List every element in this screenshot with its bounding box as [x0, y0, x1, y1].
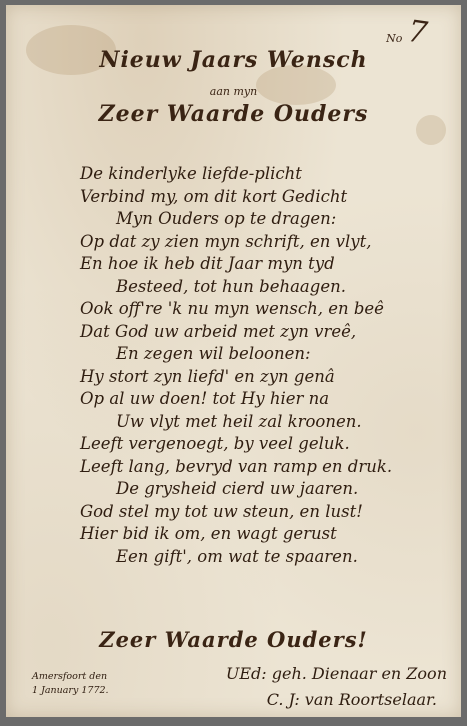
poem-line: Verbind my, om dit kort Gedicht — [80, 186, 348, 206]
poem-line: Een gift', om wat te spaaren. — [116, 546, 358, 566]
number-value: 7 — [405, 13, 430, 52]
letter-sheet — [6, 5, 461, 717]
dateline — [32, 670, 109, 698]
poem-line: Op dat zy zien myn schrift, en vlyt, — [80, 231, 372, 251]
title-connector: aan myn — [209, 85, 258, 98]
signoff-line: UEd: geh. Dienaar en Zoon — [225, 664, 447, 683]
signature: C. J: van Roortselaar. — [266, 690, 437, 709]
poem — [80, 163, 392, 568]
number-label: No — [386, 32, 403, 45]
poem-line: Hier bid ik om, en wagt gerust — [80, 524, 337, 543]
poem-line: En hoe ik heb dit Jaar myn tyd — [80, 254, 335, 273]
signoff — [226, 661, 447, 713]
place: Amersfoort den — [32, 671, 108, 682]
document-number — [386, 13, 430, 52]
poem-line: Ook off're 'k nu myn wensch, en beê — [80, 299, 384, 318]
poem-line: En zegen wil beloonen: — [116, 344, 311, 363]
poem-line: De kinderlyke liefde-plicht — [80, 164, 302, 183]
poem-line: Leeft vergenoegt, by veel geluk. — [80, 434, 350, 453]
poem-line: De grysheid cierd uw jaaren. — [116, 479, 359, 498]
date: 1 January 1772. — [32, 685, 109, 696]
poem-line: Uw vlyt met heil zal kroonen. — [116, 411, 362, 431]
poem-line: Op al uw doen! tot Hy hier na — [80, 389, 330, 408]
poem-line: Leeft lang, bevryd van ramp en druk. — [80, 456, 393, 476]
poem-line: Besteed, tot hun behaagen. — [116, 276, 346, 296]
poem-line: God stel my tot uw steun, en lust! — [80, 501, 363, 521]
title-line-2: Zeer Waarde Ouders — [98, 101, 369, 127]
poem-line: Hy stort zyn liefd' en zyn genâ — [80, 366, 335, 386]
title-line-1: Nieuw Jaars Wensch — [99, 47, 368, 73]
closing-address: Zeer Waarde Ouders! — [99, 627, 368, 652]
poem-line: Dat God uw arbeid met zyn vreê, — [80, 321, 357, 341]
poem-line: Myn Ouders op te dragen: — [116, 209, 337, 228]
